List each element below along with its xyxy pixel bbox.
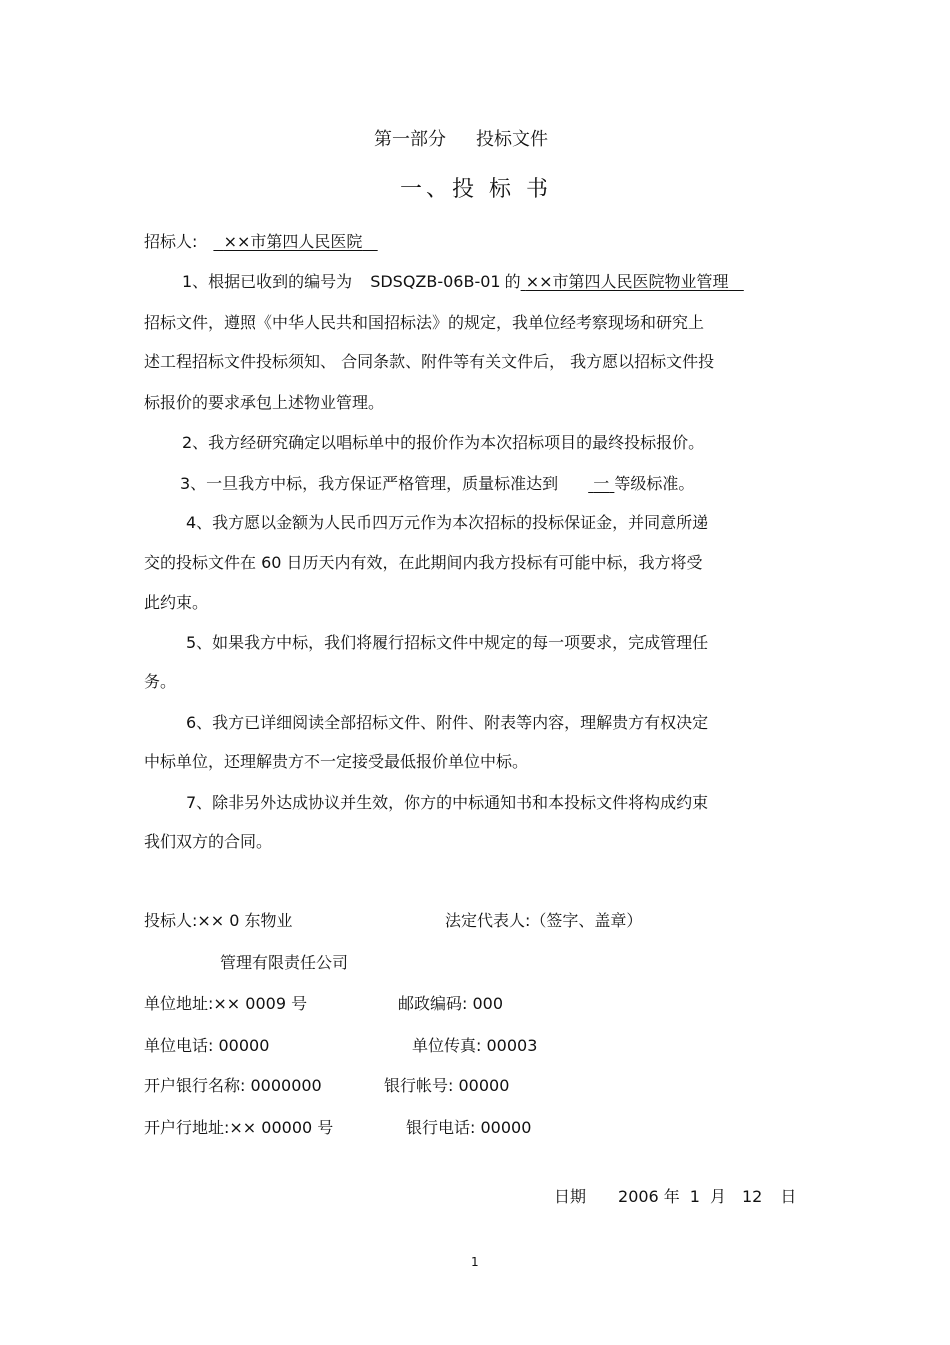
clause-7-line-2: 我们双方的合同。 [144,832,273,851]
bank-phone: 银行电话: 00000 [406,1118,532,1137]
document-title: 一、投 标 书 [400,177,552,202]
tenderee-line [144,232,378,252]
clause-5-line-2: 务。 [144,672,177,691]
date-label: 日期 [554,1187,587,1206]
bank-address: 开户行地址:×× 00000 号 [144,1118,334,1137]
company-phone: 单位电话: 00000 [144,1036,270,1055]
bank-account: 银行帐号: 00000 [384,1076,510,1095]
tenderee-value: ××市第四人民医院 [223,232,363,251]
legal-representative: 法定代表人:（签字、盖章） [445,911,643,930]
bidder-label: 投标人:×× 0 东物业 [144,911,293,930]
clause-1-line-1: 1、根据已收到的编号为 SDSQZB-06B-01 的 ××市第四人民医院物业管理 [182,272,744,292]
clause-4-line-1: 4、我方愿以金额为人民币四万元作为本次招标的投标保证金，并同意所递 [186,513,709,532]
clause-1-line-3: 述工程招标文件投标须知、 合同条款、附件等有关文件后， 我方愿以招标文件投 [144,352,715,371]
clause-6-line-1: 6、我方已详细阅读全部招标文件、附件、附表等内容，理解贵方有权决定 [186,713,709,732]
bidder-company-name: 管理有限责任公司 [220,953,349,972]
date-year: 2006 [618,1187,659,1206]
clause-4-line-3: 此约束。 [144,593,209,612]
clause-1-line-2: 招标文件，遵照《中华人民共和国招标法》的规定，我单位经考察现场和研究上 [144,313,705,332]
company-address: 单位地址:×× 0009 号 [144,994,308,1013]
quality-level: 一 [593,474,610,493]
bank-name: 开户银行名称: 0000000 [144,1076,322,1095]
tender-code: SDSQZB-06B-01 [370,272,501,291]
postal-code: 邮政编码: 000 [398,994,504,1013]
clause-4-line-2: 交的投标文件在 60 日历天内有效，在此期间内我方投标有可能中标，我方将受 [144,553,703,572]
date-day: 12 [741,1187,763,1206]
company-fax: 单位传真: 00003 [412,1036,538,1055]
date-line: 日期 2006 年 1 月 12 日 [554,1187,797,1206]
part-title [374,130,548,150]
part-title-number: 第一部分 [374,129,446,150]
page-number: 1 [471,1255,479,1269]
clause-3: 3、一旦我方中标，我方保证严格管理，质量标准达到 一 等级标准。 [180,474,695,493]
clause-2: 2、我方经研究确定以唱标单中的报价作为本次招标项目的最终投标报价。 [182,433,705,452]
part-title-name: 投标文件 [476,129,548,150]
project-name: ××市第四人民医院物业管理 [525,272,729,291]
clause-5-line-1: 5、如果我方中标，我们将履行招标文件中规定的每一项要求，完成管理任 [186,633,709,652]
clause-7-line-1: 7、除非另外达成协议并生效，你方的中标通知书和本投标文件将构成约束 [186,793,709,812]
tenderee-label: 招标人: [144,232,198,251]
clause-6-line-2: 中标单位，还理解贵方不一定接受最低报价单位中标。 [144,752,529,771]
date-month: 1 [689,1187,700,1206]
clause-1-line-4: 标报价的要求承包上述物业管理。 [144,393,385,412]
